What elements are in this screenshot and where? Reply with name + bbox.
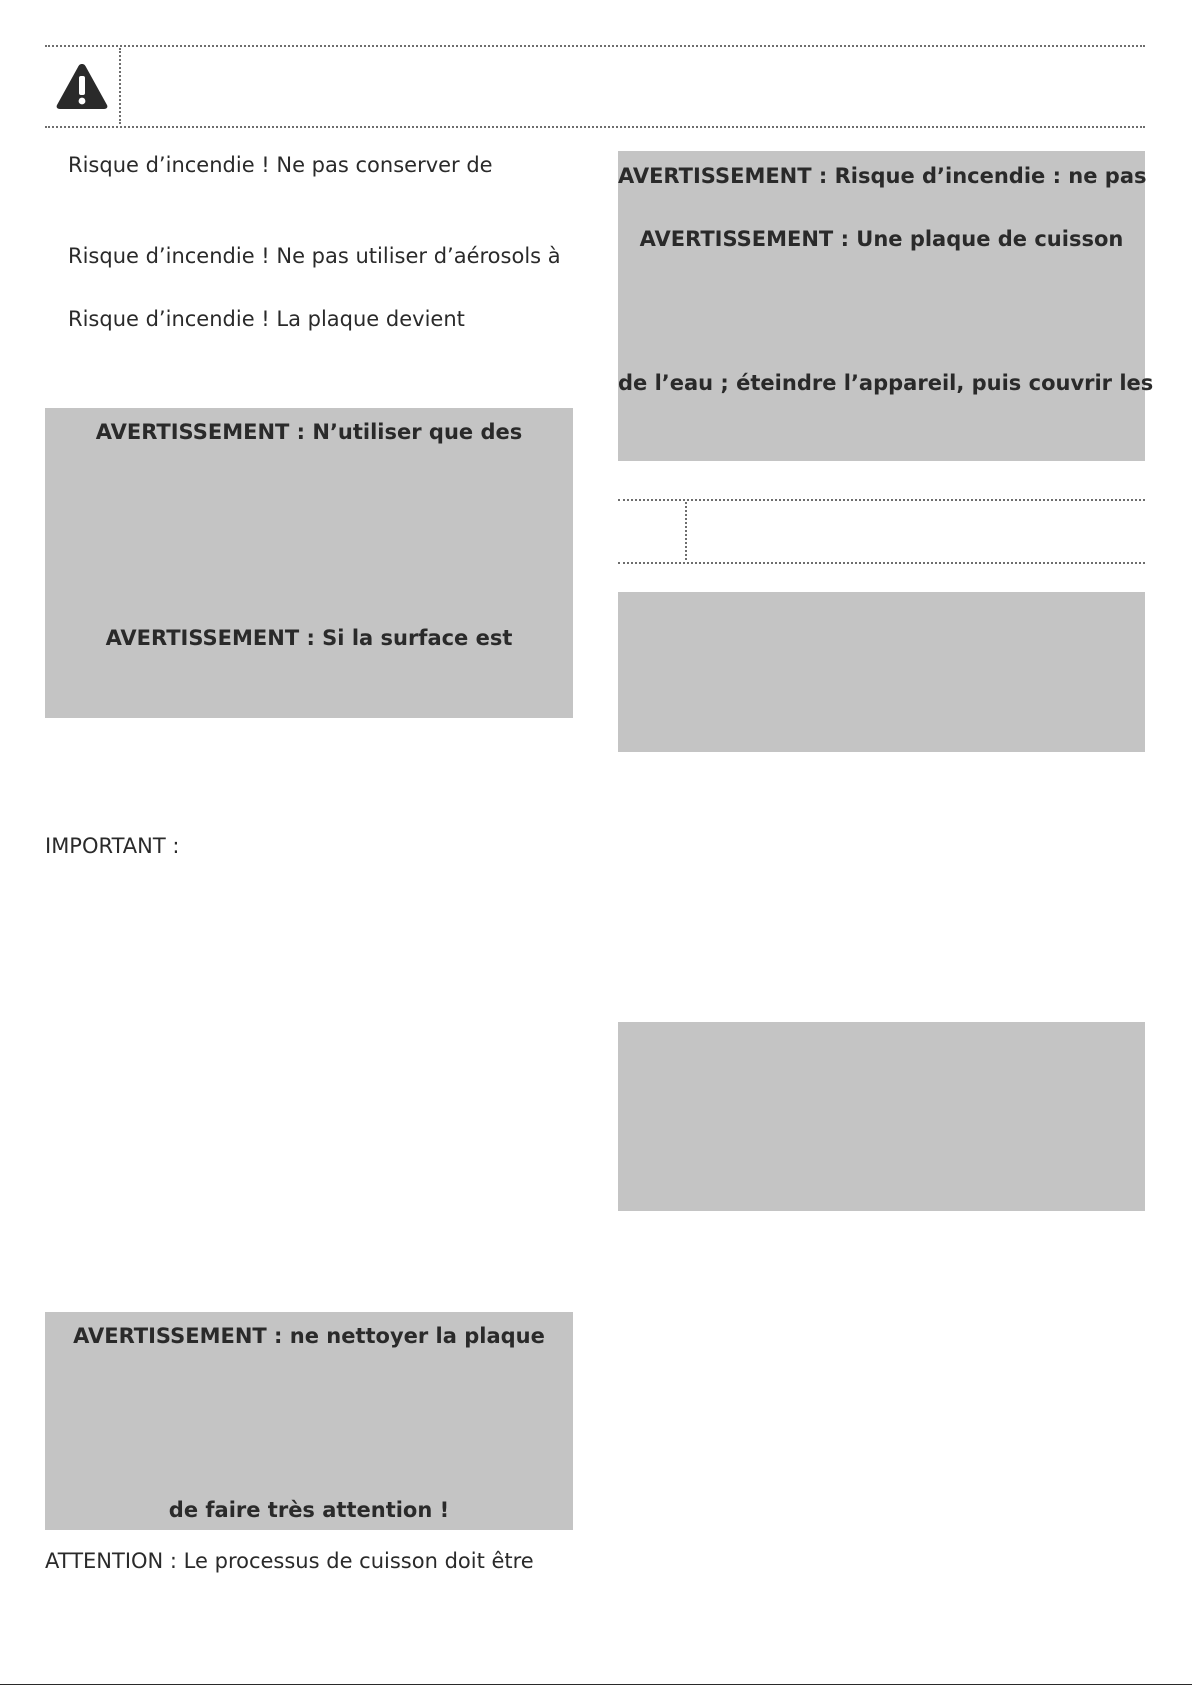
warning-box-left-1-line-2: AVERTISSEMENT : Si la surface est <box>105 626 513 650</box>
risk-line-3: Risque d’incendie ! La plaque devient <box>68 307 465 331</box>
warning-box-right-1-line-1: AVERTISSEMENT : Risque d’incendie : ne pas <box>618 164 1147 188</box>
right-section-bottom-rule <box>618 562 1145 564</box>
warning-box-right-1 <box>618 151 1154 461</box>
warning-box-right-3 <box>618 1022 1145 1211</box>
warning-box-right-2 <box>618 592 1145 752</box>
right-section-divider <box>685 502 687 560</box>
header-top-rule <box>45 45 1145 47</box>
warning-box-right-1-line-3: de l’eau ; éteindre l’appareil, puis couvrir les <box>618 371 1154 395</box>
important-label: IMPORTANT : <box>45 834 180 858</box>
warning-box-left-1-line-1: AVERTISSEMENT : N’utiliser que des <box>95 420 523 444</box>
warning-box-left-1 <box>45 408 573 718</box>
risk-line-2: Risque d’incendie ! Ne pas utiliser d’aérosols à <box>68 244 561 268</box>
header-bottom-rule <box>45 126 1145 128</box>
risk-line-1: Risque d’incendie ! Ne pas conserver de <box>68 153 493 177</box>
warning-box-left-2-line-1: AVERTISSEMENT : ne nettoyer la plaque <box>73 1324 545 1348</box>
attention-line: ATTENTION : Le processus de cuisson doit être <box>45 1549 534 1573</box>
warning-box-left-2 <box>45 1312 573 1530</box>
warning-box-right-1-line-2: AVERTISSEMENT : Une plaque de cuisson <box>639 227 1124 251</box>
warning-box-left-2-line-2: de faire très attention ! <box>168 1498 450 1522</box>
header-divider <box>119 48 121 124</box>
right-section-top-rule <box>618 499 1145 501</box>
warning-triangle-icon <box>55 61 109 115</box>
